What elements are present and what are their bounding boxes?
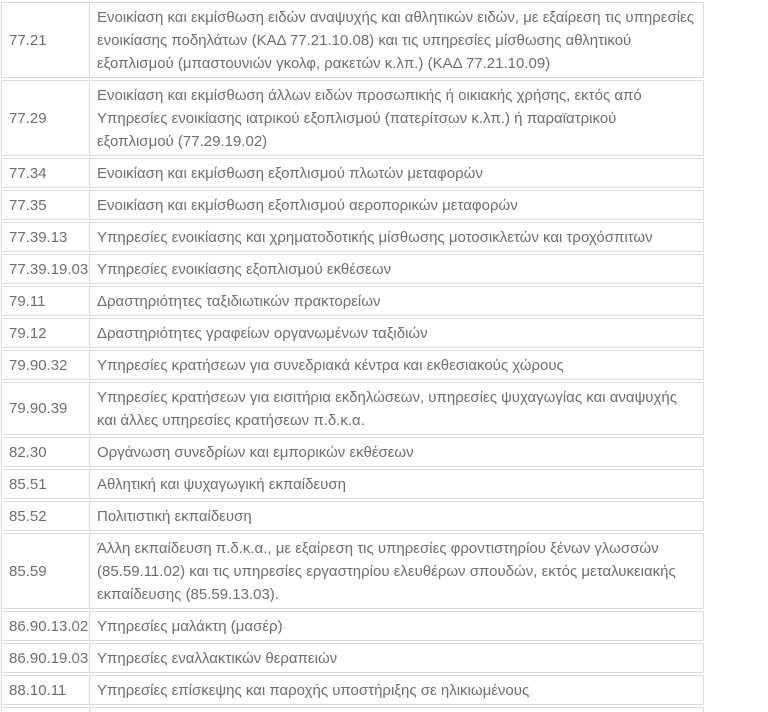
kad-code-cell: 85.52	[1, 501, 89, 531]
kad-description-cell: Υπηρεσίες ενοικίασης και χρηματοδοτικής μίσθωσης μοτοσικλετών και τροχόσπιτων	[89, 222, 704, 252]
kad-description-cell: Αθλητική και ψυχαγωγική εκπαίδευση	[89, 469, 704, 499]
table-row	[1, 2, 704, 78]
table-row	[1, 675, 704, 705]
kad-description-cell: Υπηρεσίες μαλάκτη (μασέρ)	[89, 611, 704, 641]
kad-description-cell: Υπηρεσίες κρατήσεων για εισιτήρια εκδηλώσεων, υπηρεσίες ψυχαγωγίας και αναψυχής και άλλες υπηρεσίες κρατήσεων π.δ.κ.α.	[89, 382, 704, 435]
table-row	[1, 382, 704, 435]
kad-codes-table	[1, 0, 704, 712]
kad-code-cell: 85.51	[1, 469, 89, 499]
kad-description-cell: Οργάνωση συνεδρίων και εμπορικών εκθέσεων	[89, 437, 704, 467]
kad-code-cell: 82.30	[1, 437, 89, 467]
table-row	[1, 222, 704, 252]
kad-code-cell: 77.35	[1, 190, 89, 220]
kad-codes-table-body	[1, 2, 704, 712]
table-row	[1, 158, 704, 188]
kad-description-cell: Υπηρεσίες επίσκεψης και παροχής υποστήριξης σε ηλικιωμένους	[89, 675, 704, 705]
table-row	[1, 80, 704, 156]
table-row	[1, 190, 704, 220]
kad-code-cell: 86.90.13.02	[1, 611, 89, 641]
kad-code-cell: 79.12	[1, 318, 89, 348]
kad-code-cell: 79.11	[1, 286, 89, 316]
table-row-partial	[1, 707, 704, 712]
kad-description-cell	[89, 707, 704, 712]
table-row	[1, 643, 704, 673]
kad-code-cell: 77.39.19.03	[1, 254, 89, 284]
kad-description-cell: Δραστηριότητες γραφείων οργανωμένων ταξιδιών	[89, 318, 704, 348]
kad-code-cell: 85.59	[1, 533, 89, 609]
kad-description-cell: Υπηρεσίες κρατήσεων για συνεδριακά κέντρα και εκθεσιακούς χώρους	[89, 350, 704, 380]
kad-description-cell: Ενοικίαση και εκμίσθωση εξοπλισμού αεροπορικών μεταφορών	[89, 190, 704, 220]
kad-code-cell: 79.90.39	[1, 382, 89, 435]
table-row	[1, 611, 704, 641]
kad-code-cell: 86.90.19.03	[1, 643, 89, 673]
kad-code-cell: 77.21	[1, 2, 89, 78]
table-row	[1, 350, 704, 380]
kad-description-cell: Υπηρεσίες εναλλακτικών θεραπειών	[89, 643, 704, 673]
kad-code-cell: 88.10.11	[1, 675, 89, 705]
kad-description-cell: Πολιτιστική εκπαίδευση	[89, 501, 704, 531]
table-row	[1, 286, 704, 316]
kad-description-cell: Δραστηριότητες ταξιδιωτικών πρακτορείων	[89, 286, 704, 316]
kad-code-cell: 77.34	[1, 158, 89, 188]
kad-description-cell: Ενοικίαση και εκμίσθωση εξοπλισμού πλωτών μεταφορών	[89, 158, 704, 188]
kad-code-cell: 77.39.13	[1, 222, 89, 252]
table-row	[1, 501, 704, 531]
kad-description-cell: Ενοικίαση και εκμίσθωση ειδών αναψυχής και αθλητικών ειδών, με εξαίρεση τις υπηρεσίες ενοικίασης ποδηλάτων (ΚΑΔ 77.21.10.08) και τις υπηρεσίες μίσθωσης αθλητικού εξοπλισμού (μπαστουνιών γκολφ, ρακετών κ.λπ.) (ΚΑΔ 77.21.10.09)	[89, 2, 704, 78]
kad-description-cell: Ενοικίαση και εκμίσθωση άλλων ειδών προσωπικής ή οικιακής χρήσης, εκτός από Υπηρεσίες ενοικίασης ιατρικού εξοπλισμού (πατερίτσων κ.λπ.) ή παραϊατρικού εξοπλισμού (77.29.19.02)	[89, 80, 704, 156]
kad-description-cell: Άλλη εκπαίδευση π.δ.κ.α., με εξαίρεση τις υπηρεσίες φροντιστηρίου ξένων γλωσσών (85.59.11.02) και τις υπηρεσίες εργαστηρίου ελευθέρων σπουδών, εκτός μεταλυκειακής εκπαίδευσης (85.59.13.03).	[89, 533, 704, 609]
kad-code-cell	[1, 707, 89, 712]
table-row	[1, 254, 704, 284]
table-row	[1, 469, 704, 499]
table-row	[1, 437, 704, 467]
table-row	[1, 533, 704, 609]
kad-code-cell: 77.29	[1, 80, 89, 156]
table-row	[1, 318, 704, 348]
kad-code-cell: 79.90.32	[1, 350, 89, 380]
kad-description-cell: Υπηρεσίες ενοικίασης εξοπλισμού εκθέσεων	[89, 254, 704, 284]
